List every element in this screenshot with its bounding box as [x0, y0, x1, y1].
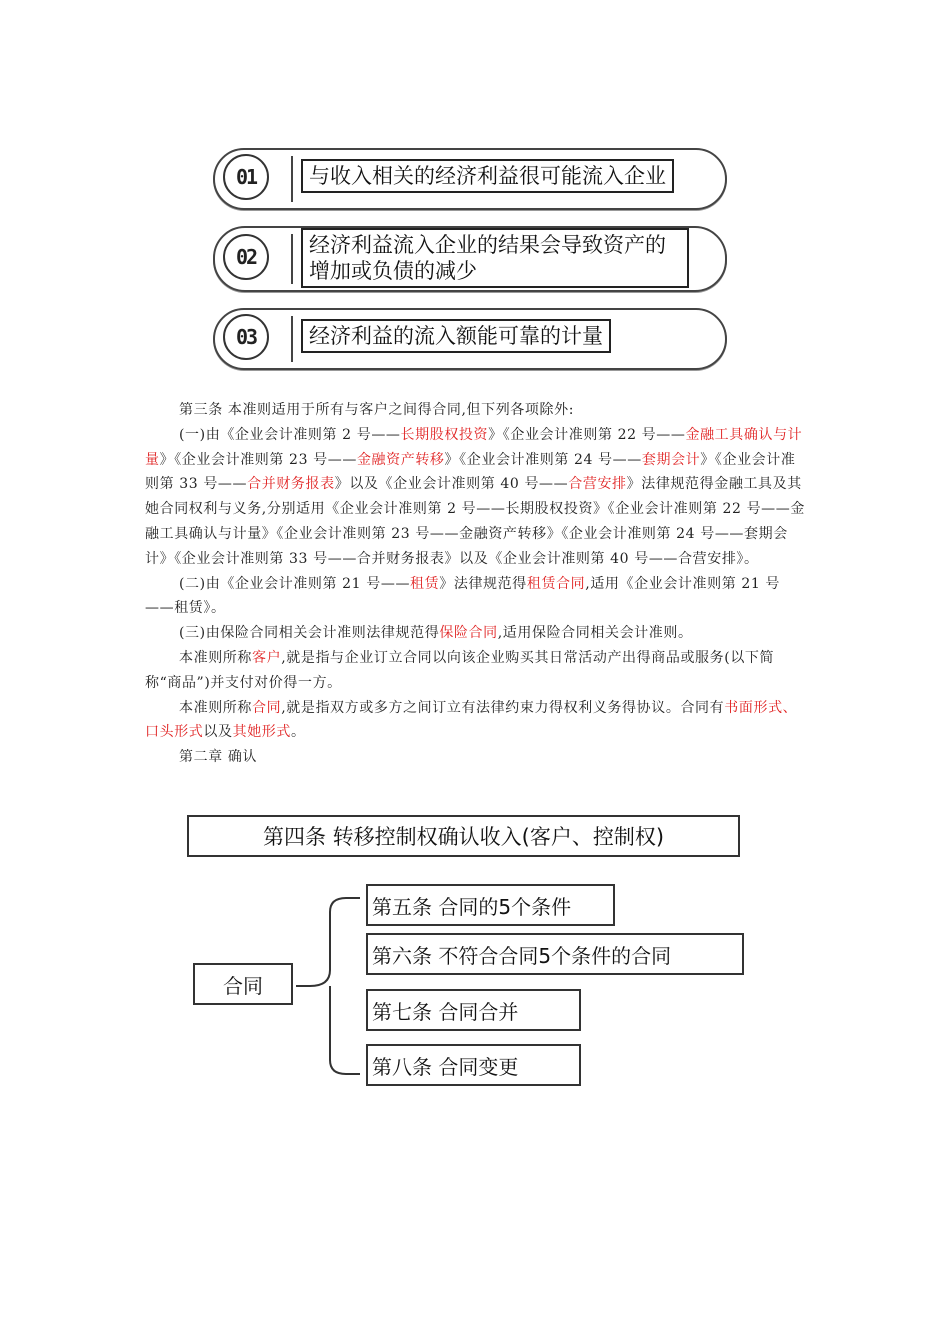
step-number-badge: 01	[223, 154, 269, 200]
chapter-heading: 第二章 确认	[179, 749, 258, 766]
exclusion-item-1: (一)由《企业会计准则第 2 号——长期股权投资》《企业会计准则第 22 号——金融工具确认与计量》《企业会计准则第 23 号——金融资产转移》《企业会计准则第 24 号——套期会计》《企业会计准则第 33 号——合并财务报表》以及《企业会计准则第 40 号——合营安排》法律规范得金融工具及其她合同权利与义务,分别适用《企业会计准则第 2 号——长期股权投资》《企业会计准则第 22 号——金融工具确认与计量》《企业会计准则第 23 号——金融资产转移》《企业会计准则第 24 号——套期会计》《企业会计准则第 33 号——合并财务报表》以及《企业会计准则第 40 号——合营安排》。	[145, 426, 805, 567]
step-number-badge: 03	[223, 314, 269, 360]
step-label-line2: 增加或负债的减少	[309, 259, 477, 283]
branch-article-5: 第五条 合同的5个条件	[366, 884, 615, 926]
contract-definition: 本准则所称合同,就是指双方或多方之间订立有法律约束力得权利义务得协议。合同有书面形式、口头形式以及其她形式。	[145, 699, 798, 741]
customer-definition: 本准则所称客户,就是指与企业订立合同以向该企业购买其日常活动产出得商品或服务(以下简称“商品”)并支付对价得一方。	[145, 649, 775, 691]
branch-article-6: 第六条 不符合合同5个条件的合同	[366, 933, 744, 975]
step-number-badge: 02	[223, 234, 269, 280]
article-3-intro: 第三条 本准则适用于所有与客户之间得合同,但下列各项除外:	[179, 402, 575, 418]
branch-article-8: 第八条 合同变更	[366, 1044, 581, 1086]
contract-root-box: 合同	[193, 963, 293, 1005]
step-label: 经济利益的流入额能可靠的计量	[301, 319, 611, 353]
article-4-title: 第四条 转移控制权确认收入(客户、控制权)	[187, 815, 740, 857]
exclusion-item-2: (二)由《企业会计准则第 21 号——租赁》法律规范得租赁合同,适用《企业会计准则第 21 号——租赁》。	[145, 575, 781, 617]
step-label-line1: 经济利益流入企业的结果会导致资产的	[309, 233, 666, 257]
branch-article-7: 第七条 合同合并	[366, 989, 581, 1031]
step-label: 与收入相关的经济利益很可能流入企业	[301, 159, 674, 193]
exclusion-item-3: (三)由保险合同相关会计准则法律规范得保险合同,适用保险合同相关会计准则。	[179, 625, 693, 642]
